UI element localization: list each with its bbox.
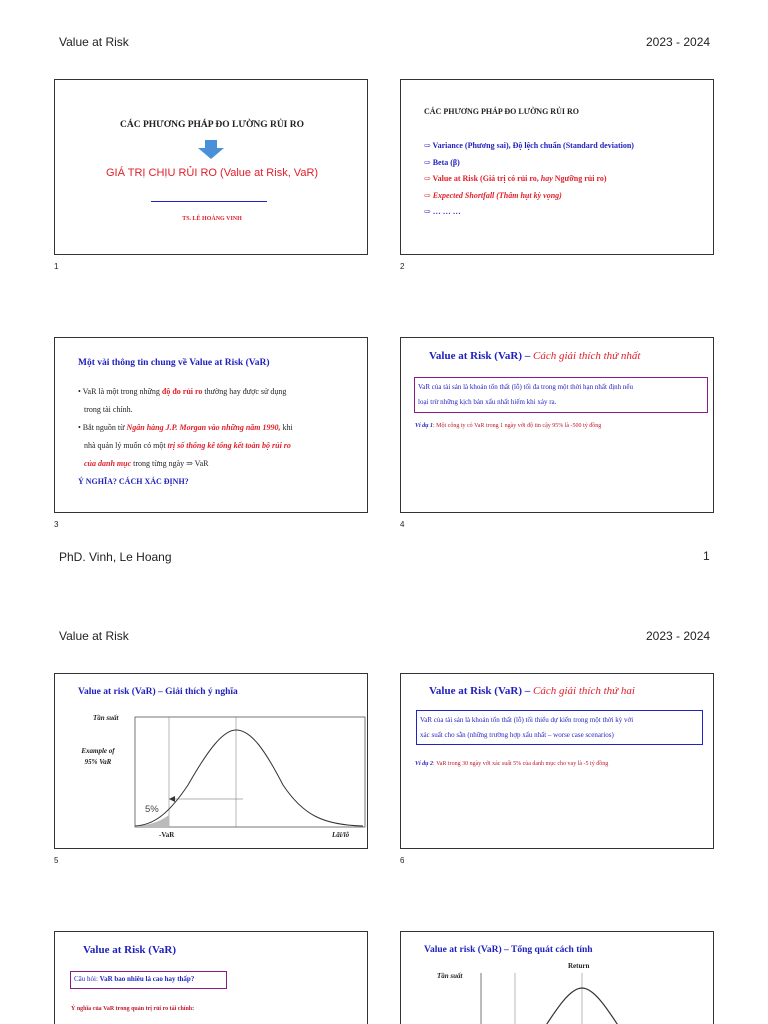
slide5-xlabel: Lãi/lỗ [332, 831, 350, 839]
page2-header-left: Value at Risk [59, 629, 129, 643]
distribution-chart [479, 973, 714, 1024]
definition-line: xác suất cho sẵn (những trường hợp xấu nhất – worse case scenarios) [420, 731, 614, 739]
definition-line: VaR của tài sản là khoản tổn thất (lỗ) tối thiểu dự kiến trong một thời kỳ với [420, 716, 634, 724]
slide-number: 1 [54, 262, 59, 271]
slide-8[interactable] [400, 931, 714, 1024]
slide-5[interactable] [54, 673, 368, 849]
slide5-example [73, 746, 123, 768]
definition-line: VaR của tài sản là khoản tổn thất (lỗ) tối đa trong một thời hạn nhất định nếu [418, 383, 634, 391]
slide7-question [74, 975, 194, 983]
text: trong từng ngày ⇒ VaR [131, 459, 209, 468]
example-label: Ví dụ 2 [415, 761, 434, 767]
bullet-line [78, 419, 368, 437]
slide8-return-label: Return [568, 962, 590, 970]
example-text: : Một công ty có VaR trong 1 ngày với độ tin cậy 95% là -500 tỷ đồng [433, 423, 602, 429]
slide-4[interactable] [400, 337, 714, 513]
page1-footer-right: 1 [703, 549, 710, 563]
slide8-title: Value at risk (VaR) – Tổng quát cách tính [424, 945, 593, 955]
question-label: Câu hỏi: [74, 975, 100, 983]
slide3-question: Ý NGHĨA? CÁCH XÁC ĐỊNH? [78, 477, 189, 486]
slide2-item-head: ⇨ Value at Risk (Giá trị có rủi ro, [424, 174, 541, 184]
example-label: Ví dụ 1 [415, 423, 434, 429]
page1-header-right: 2023 - 2024 [646, 35, 711, 49]
slide4-title [429, 350, 640, 362]
page1-header-left: Value at Risk [59, 35, 129, 49]
slide-6[interactable] [400, 673, 714, 849]
slide5-title: Value at risk (VaR) – Giải thích ý nghĩa [78, 687, 238, 697]
slide4-title-italic: Cách giải thích thứ nhất [533, 350, 641, 362]
slide4-title-main: Value at Risk (VaR) – [429, 350, 534, 362]
slide2-item: ⇨ … … … [424, 207, 461, 217]
bullet-line [78, 383, 368, 401]
text: • Bắt nguồn từ [78, 423, 127, 432]
slide6-definition-box [416, 710, 703, 745]
bullet-line [78, 455, 368, 473]
text-highlight: Ngân hàng J.P. Morgan vào những năm 1990, [126, 423, 281, 432]
slide2-item: ⇨ Beta (β) [424, 157, 460, 167]
slide6-title-italic: Cách giải thích thứ hai [533, 685, 635, 697]
text-highlight: của danh mục [84, 459, 132, 468]
page2-header-right: 2023 - 2024 [646, 629, 711, 643]
slide-1[interactable] [54, 79, 368, 255]
slide-number: 3 [54, 520, 59, 529]
slide2-item-hay: hay [540, 174, 553, 184]
slide-2[interactable] [400, 79, 714, 255]
slide4-example [415, 423, 601, 429]
slide2-title: CÁC PHƯƠNG PHÁP ĐO LƯỜNG RỦI RO [424, 107, 579, 116]
slide5-percent: 5% [145, 804, 159, 815]
slide7-question-box [70, 971, 227, 989]
slide6-title [429, 685, 635, 697]
slide5-ylabel: Tần suất [93, 714, 119, 722]
slide7-meaning: Ý nghĩa của VaR trong quản trị rủi ro tài chính: [71, 1006, 195, 1012]
slide-7[interactable] [54, 931, 368, 1024]
slide2-item: ⇨ Expected Shortfall (Thâm hụt kỳ vọng) [424, 190, 562, 200]
slide1-subtitle: GIÁ TRỊ CHỊU RỦI RO (Value at Risk, VaR) [105, 167, 319, 179]
slide1-title: CÁC PHƯƠNG PHÁP ĐO LƯỜNG RỦI RO [119, 120, 304, 130]
slide2-item [424, 171, 714, 188]
slide3-bullets [78, 383, 368, 473]
slide4-definition-box [414, 377, 708, 413]
page1-footer-left: PhD. Vinh, Le Hoang [59, 550, 172, 564]
bullet-line [78, 437, 368, 455]
example-line: 95% VaR [84, 758, 112, 766]
text: • VaR là một trong những [78, 387, 162, 396]
slide-number: 4 [400, 520, 405, 529]
slide2-item-tail: Ngưỡng rủi ro) [552, 174, 607, 184]
slide-number: 6 [400, 856, 405, 865]
definition-line: loại trừ những kịch bản xấu nhất hiếm khi xảy ra. [418, 398, 557, 406]
pointer-arrow-icon [169, 796, 175, 802]
question-text: VaR bao nhiêu là cao hay thấp? [99, 975, 195, 983]
slide-number: 5 [54, 856, 59, 865]
text: khi [280, 423, 293, 432]
slide5-var-label: -VaR [159, 831, 175, 839]
text: nhà quản lý muốn có một [84, 441, 168, 450]
slide7-title: Value at Risk (VaR) [83, 944, 177, 956]
slide8-ylabel: Tần suất [437, 972, 463, 980]
normal-distribution-chart [133, 715, 368, 833]
slide6-example [415, 761, 608, 767]
slide3-title: Một vài thông tin chung về Value at Risk (VaR) [78, 358, 270, 368]
slide1-divider [151, 201, 267, 202]
slide6-title-main: Value at Risk (VaR) – [429, 685, 534, 697]
text: thường hay được sử dụng [202, 387, 287, 396]
slide-number: 2 [400, 262, 405, 271]
text-highlight: trị số thống kê tổng kết toàn bộ rủi ro [167, 441, 291, 450]
example-line: Example of [81, 747, 115, 755]
slide2-list [424, 138, 714, 221]
chart-frame [135, 717, 365, 827]
example-text: : VaR trong 30 ngày với xác suất 5% của danh mục cho vay là -5 tỷ đồng [433, 761, 609, 767]
bullet-line: trong tài chính. [84, 405, 133, 414]
slide1-author: TS. LÊ HOÀNG VINH [182, 216, 242, 222]
slide2-item: ⇨ Variance (Phương sai), Độ lệch chuẩn (Standard deviation) [424, 141, 634, 150]
slide-3[interactable] [54, 337, 368, 513]
text-highlight: độ đo rủi ro [161, 387, 203, 396]
arrow-down-icon [196, 140, 226, 160]
